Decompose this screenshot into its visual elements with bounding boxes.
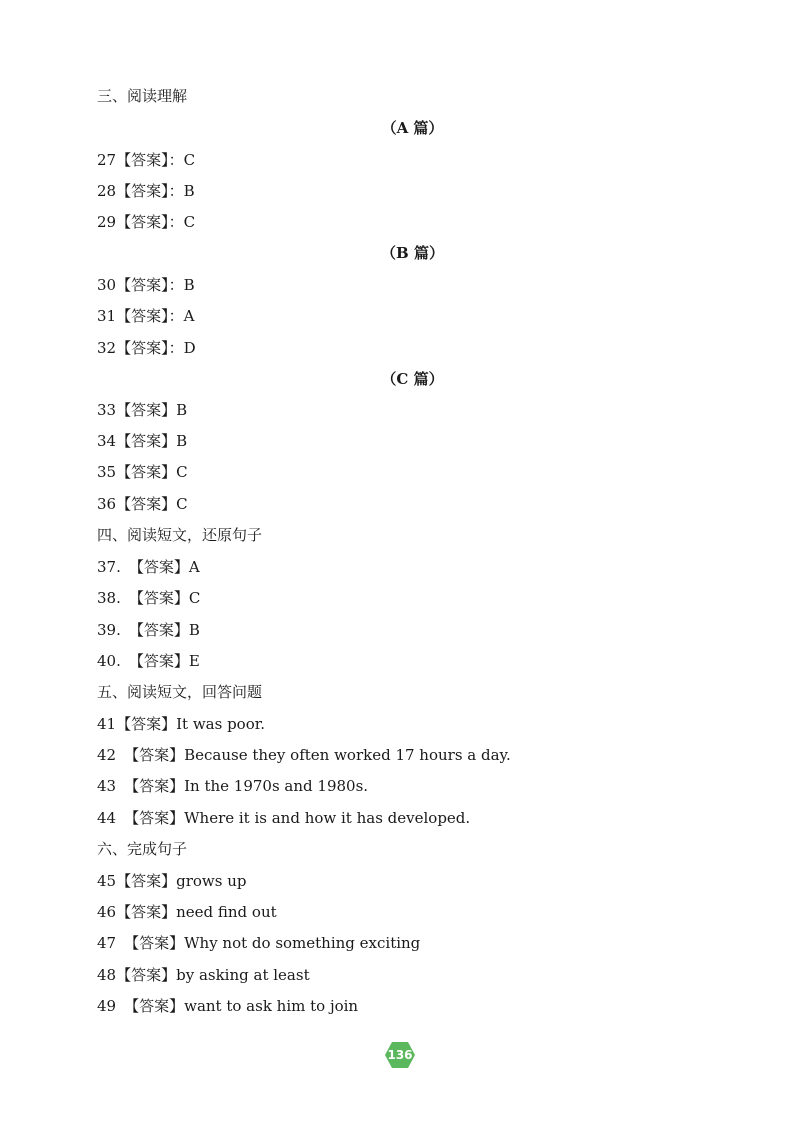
question-number: 37.	[97, 558, 121, 576]
answer-line	[97, 745, 511, 765]
answer-line	[97, 902, 277, 922]
answer-line	[97, 965, 310, 985]
answer-mark: 【答案】	[124, 746, 185, 764]
answer-line	[97, 933, 420, 953]
answer-mark: 【答案】：	[116, 307, 184, 325]
answer-mark: 【答案】	[116, 432, 177, 450]
question-number: 33	[97, 401, 117, 419]
answer-mark: 【答案】	[124, 997, 185, 1015]
question-number: 49	[97, 997, 117, 1015]
answer-line	[97, 620, 200, 640]
answer-text: B	[176, 401, 188, 419]
answer-text: B	[176, 432, 188, 450]
answer-line	[97, 871, 246, 891]
question-number: 30	[97, 276, 117, 294]
question-number: 28	[97, 182, 117, 200]
answer-text: C	[183, 213, 196, 231]
answer-text: C	[188, 589, 201, 607]
question-number: 41	[97, 715, 117, 733]
answer-line	[97, 181, 195, 201]
answer-mark: 【答案】	[128, 558, 189, 576]
page-number: 136	[387, 1048, 413, 1062]
answer-mark: 【答案】	[124, 777, 185, 795]
answer-line	[97, 494, 188, 514]
question-number: 38.	[97, 589, 121, 607]
answer-line	[97, 431, 187, 451]
answer-line	[97, 714, 265, 734]
answer-text: Because they often worked 17 hours a day.	[184, 746, 511, 764]
answer-text: Where it is and how it has developed.	[184, 809, 471, 827]
answer-text: A	[188, 558, 200, 576]
answer-text: B	[183, 182, 195, 200]
answer-mark: 【答案】	[116, 495, 177, 513]
answer-line	[97, 150, 195, 170]
answer-mark: 【答案】	[116, 903, 177, 921]
answer-text: B	[183, 276, 195, 294]
answer-text: B	[188, 621, 200, 639]
question-number: 36	[97, 495, 117, 513]
answer-text: E	[188, 652, 200, 670]
answer-mark: 【答案】	[124, 809, 185, 827]
subheading-passage-b: （B 篇）	[381, 244, 444, 262]
answer-mark: 【答案】：	[116, 182, 184, 200]
answer-line	[97, 557, 200, 577]
section-heading-reading-comprehension: 三、阅读理解	[97, 87, 188, 105]
question-number: 45	[97, 872, 117, 890]
answer-text: want to ask him to join	[184, 997, 359, 1015]
answer-mark: 【答案】：	[116, 339, 184, 357]
question-number: 40.	[97, 652, 121, 670]
answer-line	[97, 776, 368, 796]
answer-mark: 【答案】	[128, 589, 189, 607]
question-number: 44	[97, 809, 117, 827]
question-number: 43	[97, 777, 117, 795]
answer-line	[97, 651, 200, 671]
answer-mark: 【答案】：	[116, 213, 184, 231]
answer-line	[97, 996, 358, 1016]
answer-text: A	[183, 307, 195, 325]
answer-text: D	[183, 339, 196, 357]
question-number: 39.	[97, 621, 121, 639]
answer-text: C	[183, 151, 196, 169]
answer-text: In the 1970s and 1980s.	[184, 777, 369, 795]
question-number: 48	[97, 966, 117, 984]
answer-mark: 【答案】	[128, 621, 189, 639]
answer-mark: 【答案】	[128, 652, 189, 670]
section-heading-sentence-restoration: 四、阅读短文，还原句子	[97, 526, 263, 544]
answer-text: It was poor.	[176, 715, 266, 733]
answer-line	[97, 808, 470, 828]
answer-text: Why not do something exciting	[184, 934, 421, 952]
answer-mark: 【答案】	[116, 401, 177, 419]
question-number: 42	[97, 746, 117, 764]
question-number: 35	[97, 463, 117, 481]
subheading-passage-c: （C 篇）	[381, 370, 444, 388]
answer-line	[97, 588, 200, 608]
subheading-passage-a: （A 篇）	[381, 119, 444, 137]
answer-line	[97, 306, 194, 326]
answer-mark: 【答案】	[124, 934, 185, 952]
answer-mark: 【答案】：	[116, 276, 184, 294]
question-number: 34	[97, 432, 117, 450]
question-number: 47	[97, 934, 117, 952]
section-heading-complete-sentences: 六、完成句子	[97, 840, 188, 858]
answer-line	[97, 275, 195, 295]
answer-text: C	[176, 463, 188, 481]
answer-line	[97, 338, 196, 358]
answer-line	[97, 462, 188, 482]
answer-text: by asking at least	[176, 966, 310, 984]
answer-mark: 【答案】	[116, 715, 177, 733]
question-number: 31	[97, 307, 117, 325]
answer-text: grows up	[176, 872, 247, 890]
answer-text: need find out	[176, 903, 277, 921]
answer-mark: 【答案】	[116, 966, 177, 984]
answer-mark: 【答案】	[116, 463, 177, 481]
question-number: 32	[97, 339, 117, 357]
section-heading-answer-questions: 五、阅读短文，回答问题	[97, 683, 263, 701]
answer-line	[97, 212, 195, 232]
question-number: 27	[97, 151, 117, 169]
question-number: 46	[97, 903, 117, 921]
answer-line	[97, 400, 187, 420]
question-number: 29	[97, 213, 117, 231]
answer-text: C	[176, 495, 188, 513]
answer-mark: 【答案】	[116, 872, 177, 890]
answer-mark: 【答案】：	[116, 151, 184, 169]
